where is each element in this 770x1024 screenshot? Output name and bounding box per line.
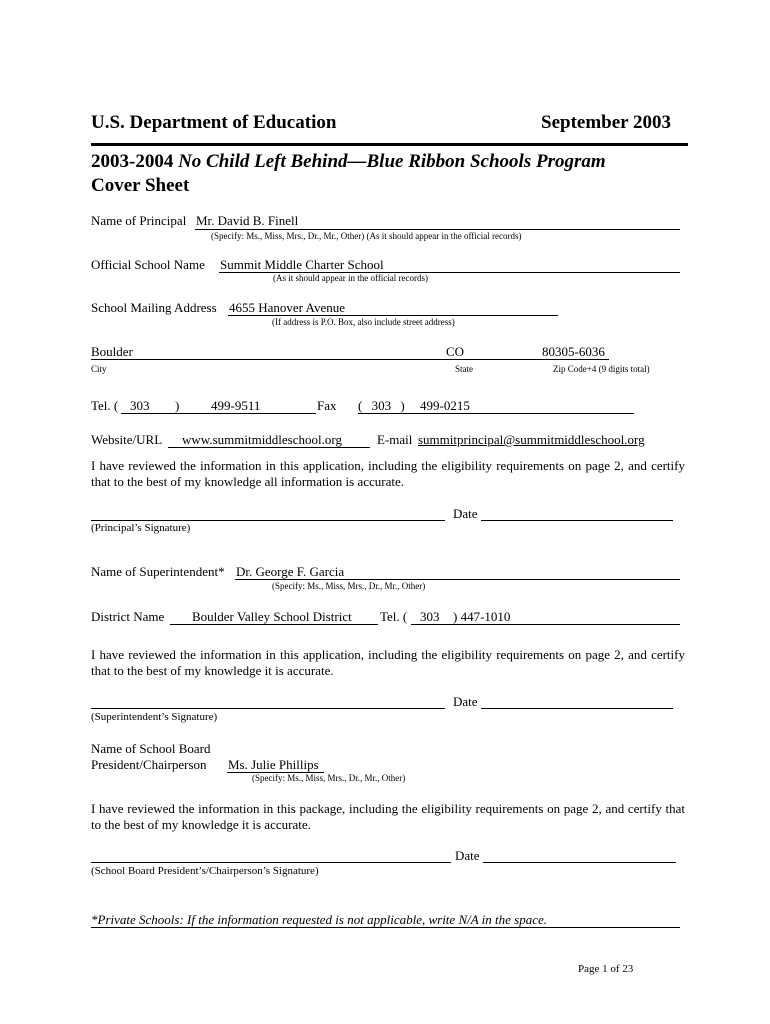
superintendent-hint: (Specify: Ms., Miss, Mrs., Dr., Mr., Other)	[272, 581, 426, 591]
website-field[interactable]: www.summitmiddleschool.org	[182, 432, 342, 447]
title-italic: No Child Left Behind—Blue Ribbon Schools Program	[178, 151, 606, 172]
district-tel-label: Tel. (	[380, 609, 408, 624]
principal-name-field[interactable]: Mr. David B. Finell	[196, 213, 299, 228]
principal-date-line[interactable]	[481, 520, 673, 521]
state-label: State	[455, 364, 473, 374]
state-field[interactable]: CO	[446, 344, 465, 359]
zip-label: Zip Code+4 (9 digits total)	[553, 364, 650, 374]
superintendent-date-label: Date	[453, 694, 478, 709]
superintendent-signature-line[interactable]	[91, 708, 445, 709]
district-tel-number-field[interactable]: ) 447-1010	[453, 609, 511, 624]
private-schools-footnote: *Private Schools: If the information requested is not applicable, write N/A in the space.	[91, 912, 548, 927]
email-label: E-mail	[377, 432, 413, 447]
district-tel-area-field[interactable]: 303	[420, 609, 440, 624]
fax-area-field[interactable]: ( 303 )	[358, 398, 405, 413]
board-president-field[interactable]: Ms. Julie Phillips	[228, 757, 319, 772]
principal-certification-text: I have reviewed the information in this application, including the eligibility requirements on page 2, and certify that to the best of my knowledge all information is accurate.	[91, 458, 685, 489]
website-label: Website/URL	[91, 432, 163, 447]
tel-label: Tel. (	[91, 398, 119, 413]
cover-sheet-title: Cover Sheet	[91, 175, 190, 196]
board-date-line[interactable]	[483, 862, 676, 863]
zip-field[interactable]: 80305-6036	[542, 344, 605, 359]
document-date: September 2003	[541, 112, 671, 133]
header-rule	[91, 143, 688, 146]
school-name-label: Official School Name	[91, 257, 205, 272]
tel-area-field[interactable]: 303	[130, 398, 150, 413]
email-field[interactable]: summitprincipal@summitmiddleschool.org	[418, 432, 645, 447]
fax-number-field[interactable]: 499-0215	[420, 398, 470, 413]
principal-signature-line[interactable]	[91, 520, 445, 521]
superintendent-name-field[interactable]: Dr. George F. Garcia	[236, 564, 345, 579]
board-certification-text: I have reviewed the information in this package, including the eligibility requirements on page 2, and certify that to the best of my knowledge it is accurate.	[91, 801, 685, 832]
address-hint: (If address is P.O. Box, also include street address)	[272, 317, 455, 327]
district-name-label: District Name	[91, 609, 165, 624]
superintendent-label: Name of Superintendent*	[91, 564, 225, 579]
superintendent-date-line[interactable]	[481, 708, 673, 709]
department-heading: U.S. Department of Education	[91, 112, 337, 133]
principal-hint: (Specify: Ms., Miss, Mrs., Dr., Mr., Other) (As it should appear in the official records)	[211, 231, 522, 241]
board-signature-line[interactable]	[91, 862, 451, 863]
city-field[interactable]: Boulder	[91, 344, 133, 359]
page-number: Page 1 of 23	[578, 963, 634, 975]
tel-close-paren: )	[175, 398, 180, 413]
address-label: School Mailing Address	[91, 300, 217, 315]
school-name-hint: (As it should appear in the official records)	[273, 273, 429, 283]
program-title	[91, 151, 606, 173]
board-signature-label: (School Board President’s/Chairperson’s Signature)	[91, 865, 319, 877]
superintendent-signature-label: (Superintendent’s Signature)	[91, 711, 218, 723]
fax-label: Fax	[317, 398, 337, 413]
superintendent-certification-text: I have reviewed the information in this application, including the eligibility requirements on page 2, and certify that to the best of my knowledge it is accurate.	[91, 647, 685, 678]
school-name-field[interactable]: Summit Middle Charter School	[220, 257, 384, 272]
city-label: City	[91, 364, 107, 374]
tel-number-field[interactable]: 499-9511	[211, 398, 261, 413]
board-date-label: Date	[455, 848, 480, 863]
principal-date-label: Date	[453, 506, 478, 521]
principal-signature-label: (Principal’s Signature)	[91, 522, 191, 534]
district-name-field[interactable]: Boulder Valley School District	[192, 609, 352, 624]
board-hint: (Specify: Ms., Miss, Mrs., Dr., Mr., Other)	[252, 773, 406, 783]
board-label-line2: President/Chairperson	[91, 757, 207, 772]
address-field[interactable]: 4655 Hanover Avenue	[229, 300, 346, 315]
title-prefix: 2003-2004	[91, 151, 179, 172]
principal-label: Name of Principal	[91, 213, 187, 228]
board-label-line1: Name of School Board	[91, 741, 211, 756]
